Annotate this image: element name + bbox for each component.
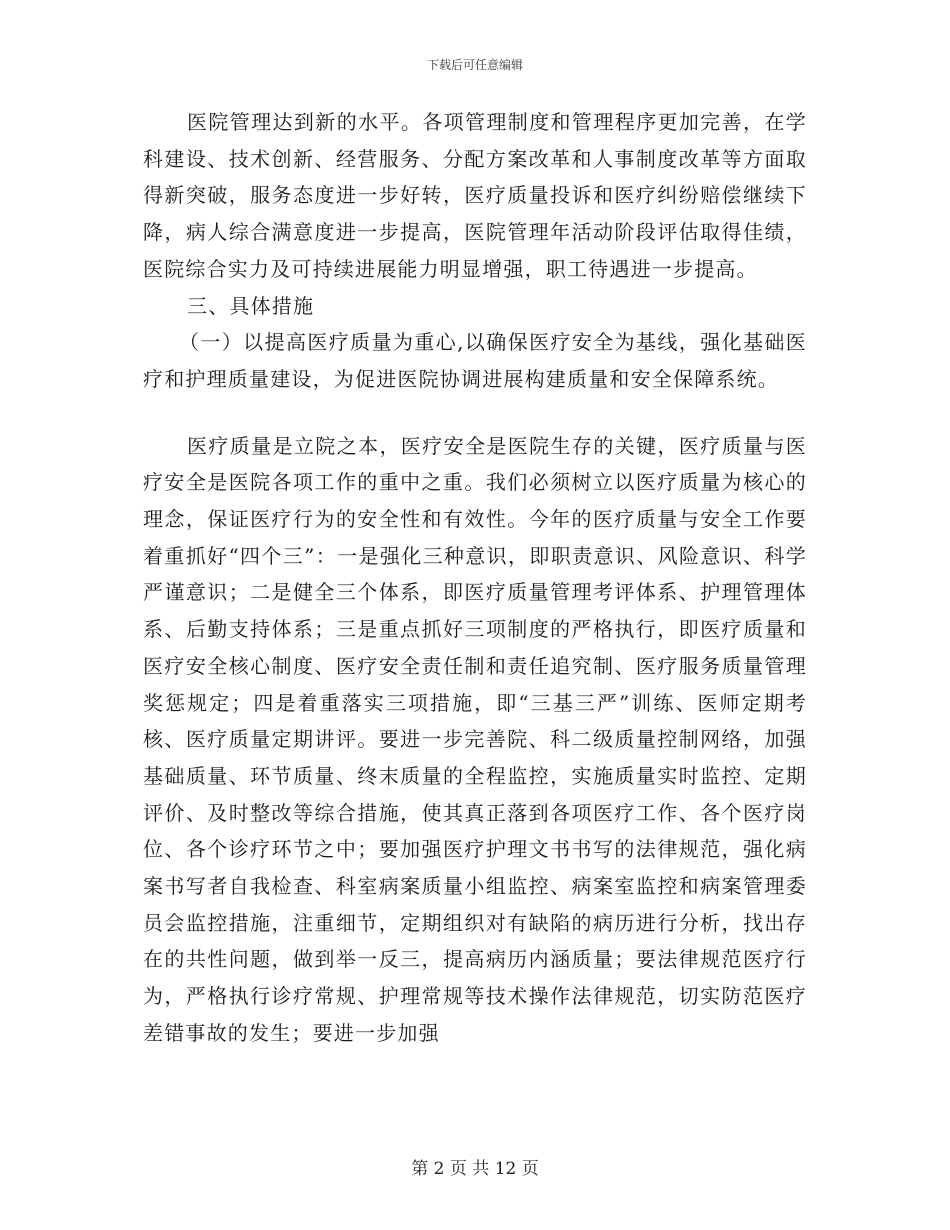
- subheading-medical-quality: （一）以提高医疗质量为重心,以确保医疗安全为基线，强化基础医疗和护理质量建设，为促进医院协调进展构建质量和安全保障系统。: [143, 330, 807, 391]
- section-heading-measures: 三、具体措施: [187, 293, 315, 318]
- page-header: 下载后可任意编辑: [426, 58, 523, 72]
- paragraph-medical-quality: 医疗质量是立院之本，医疗安全是医院生存的关键，医疗质量与医疗安全是医院各项工作的重中之重。我们必须树立以医疗质量为核心的理念，保证医疗行为的安全性和有效性。今年的医疗质量与安全工作要着重抓好“四个三”：一是强化三种意识，即职责意识、风险意识、科学严谨意识；二是健全三个体系，即医疗质量管理考评体系、护理管理体系、后勤支持体系；三是重点抓好三项制度的严格执行，即医疗质量和医疗安全核心制度、医疗安全责任制和责任追究制、医疗服务质量管理奖惩规定；四是着重落实三项措施，即“三基三严”训练、医师定期考核、医疗质量定期讲评。要进一步完善院、科二级质量控制网络，加强基础质量、环节质量、终末质量的全程监控，实施质量实时监控、定期评价、及时整改等综合措施，使其真正落到各项医疗工作、各个医疗岗位、各个诊疗环节之中；要加强医疗护理文书书写的法律规范，强化病案书写者自我检查、科室病案质量小组监控、病案室监控和病案管理委员会监控措施，注重细节，定期组织对有缺陷的病历进行分析，找出存在的共性问题，做到举一反三，提高病历内涵质量；要法律规范医疗行为，严格执行诊疗常规、护理常规等技术操作法律规范，切实防范医疗差错事故的发生；要进一步加强: [143, 433, 807, 1045]
- paragraph-hospital-management: 医院管理达到新的水平。各项管理制度和管理程序更加完善，在学科建设、技术创新、经营服务、分配方案改革和人事制度改革等方面取得新突破，服务态度进一步好转，医疗质量投诉和医疗纠纷赔偿继续下降，病人综合满意度进一步提高，医院管理年活动阶段评估取得佳绩，医院综合实力及可持续进展能力明显增强，职工待遇进一步提高。: [143, 110, 807, 281]
- document-body: [143, 104, 807, 1052]
- page-number: 第 2 页 共 12 页: [411, 1159, 539, 1179]
